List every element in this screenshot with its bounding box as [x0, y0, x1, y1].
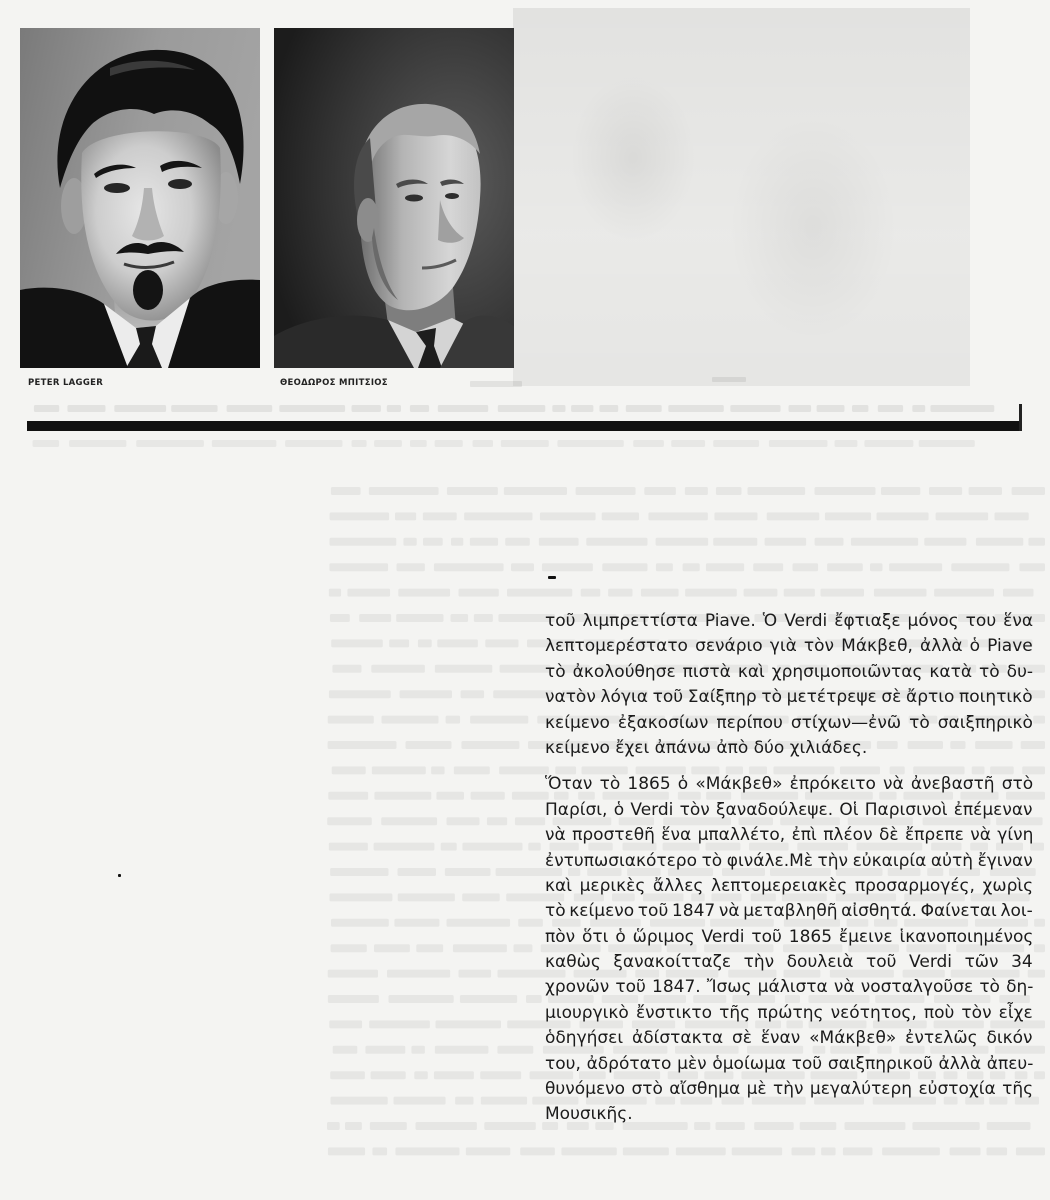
bleed-through-mark: [460, 995, 517, 1003]
bleed-through-mark: [507, 589, 572, 597]
bleed-through-mark: [852, 405, 868, 412]
bleed-through-mark: [330, 614, 350, 622]
bleed-through-mark: [864, 440, 913, 447]
text-line: κείμενο ἐξακοσίων περίπου στίχων—ἐνῶ τὸ σαιξπηρικὸ: [545, 712, 1033, 733]
bleed-through-mark: [520, 1147, 555, 1155]
bleed-through-mark: [436, 792, 464, 800]
bleed-through-mark: [372, 766, 426, 774]
bleed-through-mark: [656, 538, 709, 546]
photo-caption: PETER LAGGER: [28, 378, 104, 388]
bleed-through-mark: [889, 563, 942, 571]
bleed-through-mark: [455, 1097, 473, 1105]
bleed-through-mark: [644, 487, 676, 495]
bleed-through-mark: [730, 405, 780, 412]
text-line: κείμενο ἔχει ἀπάνω ἀπὸ δύο χιλιάδες.: [545, 737, 868, 758]
bleed-through-mark: [930, 405, 994, 412]
bleed-through-mark: [744, 589, 778, 597]
bleed-through-mark: [511, 563, 534, 571]
bleed-through-mark: [447, 817, 480, 825]
bleed-through-mark: [499, 766, 549, 774]
bleed-through-mark: [825, 512, 871, 520]
bleed-through-mark: [382, 716, 439, 724]
ink-speck: [548, 576, 556, 579]
bleed-through-mark: [370, 1122, 407, 1130]
bleed-through-mark: [504, 487, 567, 495]
bleed-through-mark: [540, 512, 596, 520]
bleed-through-mark: [345, 1122, 362, 1130]
bleed-through-mark: [481, 1097, 527, 1105]
bleed-through-mark: [212, 440, 277, 447]
bleed-through-mark: [817, 405, 845, 412]
bleed-through-mark: [714, 512, 757, 520]
bleed-through-mark: [328, 1147, 365, 1155]
bleed-through-mark: [403, 538, 416, 546]
bleed-through-mark: [374, 843, 435, 851]
bleed-through-mark: [557, 440, 623, 447]
bleed-through-mark: [815, 487, 876, 495]
bleed-through-mark: [451, 538, 463, 546]
bleed-through-mark: [821, 589, 865, 597]
bleed-through-mark: [461, 741, 519, 749]
text-line: νὰ προστεθῆ ἕνα μπαλλέτο, ἐπὶ πλέον δὲ ἔπρεπε νὰ γίνη: [545, 825, 1034, 846]
bleed-through-mark: [480, 1071, 521, 1079]
bleed-through-mark: [835, 440, 858, 447]
bleed-through-mark: [706, 563, 744, 571]
bleed-through-mark: [485, 639, 518, 647]
bleed-through-mark: [453, 944, 507, 952]
bleed-through-mark: [431, 766, 445, 774]
bleed-through-mark: [608, 589, 632, 597]
bleed-through-mark: [423, 512, 457, 520]
bleed-through-mark: [447, 919, 511, 927]
bleed-through-mark: [487, 817, 507, 825]
bleed-through-mark: [912, 405, 925, 412]
bleed-through-mark: [633, 440, 664, 447]
bleed-through-mark: [329, 1020, 362, 1028]
bleed-through-mark: [753, 563, 783, 571]
bleed-through-mark: [435, 1046, 489, 1054]
bleed-through-mark: [331, 1097, 388, 1105]
bleed-through-mark: [400, 690, 452, 698]
bleed-through-mark: [716, 487, 742, 495]
bleed-through-mark: [1019, 563, 1045, 571]
bleed-through-mark: [359, 614, 391, 622]
bleed-through-mark: [446, 716, 461, 724]
bleed-through-mark: [732, 1147, 783, 1155]
bleed-through-mark: [843, 1147, 873, 1155]
bleed-through-mark: [395, 512, 416, 520]
text-line: τοῦ λιμπρεττίστα Piave. Ὁ Verdi ἔφτιαξε μόνος του ἕνα: [545, 611, 1034, 631]
bleed-through-mark: [369, 1020, 430, 1028]
bleed-through-mark: [365, 1046, 405, 1054]
bleed-through-mark: [505, 538, 530, 546]
article-paragraph: [545, 609, 1033, 761]
bleed-through-mark: [748, 487, 806, 495]
bleed-through-mark: [374, 944, 410, 952]
bleed-through-mark: [1034, 1071, 1045, 1079]
bleed-through-mark: [329, 690, 391, 698]
bleed-through-mark: [586, 538, 647, 546]
bleed-through-mark: [623, 1147, 669, 1155]
bleed-through-mark: [539, 538, 579, 546]
bleed-through-mark: [924, 538, 966, 546]
text-line: καθὼς ξανακοίτταζε τὴν δουλειὰ τοῦ Verdi τῶν 34: [545, 952, 1033, 973]
bleed-through-mark: [454, 766, 490, 774]
bleed-through-mark: [1033, 716, 1045, 724]
bleed-through-mark: [352, 440, 367, 447]
article-text: [545, 609, 1033, 1128]
text-line: Ὅταν τὸ 1865 ὁ «Μάκβεθ» ἐπρόκειτο νὰ ἀνεβαστῆ στὸ: [545, 774, 1034, 795]
bleed-through-mark: [398, 589, 450, 597]
rule-end-tick: [1019, 404, 1022, 431]
bleed-through-mark: [950, 1147, 981, 1155]
bleed-through-mark: [387, 970, 450, 978]
bleed-through-mark: [451, 614, 469, 622]
bleed-through-mark: [683, 563, 700, 571]
bleed-through-mark: [381, 817, 437, 825]
text-line: ἐντυπωσιακότερο τὸ φινάλε.Μὲ τὴν εὐκαιρία αὐτὴ ἔγιναν: [545, 850, 1033, 871]
bleed-through-mark: [484, 1122, 536, 1130]
bleed-through-mark: [423, 538, 443, 546]
bleed-through-mark: [561, 1147, 616, 1155]
bleed-through-mark: [1034, 919, 1045, 927]
bleed-through-mark: [493, 690, 553, 698]
bleed-through-mark: [332, 766, 366, 774]
bleed-through-mark: [371, 665, 425, 673]
bleed-through-mark: [713, 538, 757, 546]
bleed-through-mark: [328, 792, 368, 800]
text-line: Παρίσι, ὁ Verdi τὸν ξαναδούλεψε. Οἱ Παρισινοὶ ἐπέμεναν: [545, 799, 1033, 820]
bleed-through-mark: [789, 405, 812, 412]
bleed-through-mark: [685, 589, 737, 597]
bleed-through-mark: [347, 589, 390, 597]
bleed-through-mark: [815, 538, 844, 546]
bleed-through-mark: [328, 970, 378, 978]
bleed-through-caption: [712, 377, 746, 382]
bleed-through-mark: [929, 487, 962, 495]
text-line: ὁδηγήσει ἀδίστακτα σὲ ἕναν «Μάκβεθ» ἐντελῶς δικόν: [545, 1028, 1033, 1049]
bleed-through-mark: [33, 440, 60, 447]
right-eye: [168, 179, 192, 189]
text-line: πὸν ὅτι ὁ ὥριμος Verdi τοῦ 1865 ἔμεινε ἱκανοποιημένος: [545, 926, 1034, 947]
text-line: χρονῶν τοῦ 1847. Ἴσως μάλιστα νὰ νοσταλγοῦσε τὸ δη-: [545, 977, 1034, 998]
bleed-through-mark: [648, 512, 708, 520]
bleed-through-mark: [414, 1071, 428, 1079]
bleed-through-mark: [69, 440, 126, 447]
bleed-through-mark: [878, 405, 903, 412]
bleed-through-mark: [410, 405, 429, 412]
bleed-through-mark: [438, 405, 488, 412]
bleed-through-mark: [331, 944, 367, 952]
bleed-through-mark: [626, 405, 662, 412]
bleed-through-mark: [500, 665, 551, 673]
bleed-through-mark: [330, 893, 393, 901]
bleed-through-mark: [171, 405, 217, 412]
bleed-through-mark: [936, 512, 989, 520]
bleed-through-mark: [501, 440, 549, 447]
bleed-through-mark: [330, 868, 388, 876]
bleed-through-mark: [641, 589, 679, 597]
bleed-through-mark: [552, 405, 565, 412]
bleed-through-mark: [394, 1097, 446, 1105]
bleed-through-mark: [514, 944, 533, 952]
bleed-through-mark: [435, 665, 493, 673]
bleed-through-mark: [406, 741, 452, 749]
bleed-through-mark: [969, 487, 1002, 495]
bleed-through-mark: [369, 487, 439, 495]
bleed-through-mark: [374, 440, 402, 447]
bleed-through-mark: [951, 563, 1009, 571]
bleed-through-mark: [571, 405, 593, 412]
bleed-through-mark: [445, 868, 491, 876]
portrait-image: [20, 28, 260, 368]
bleed-through-mark: [330, 538, 397, 546]
bleed-through-mark: [769, 440, 828, 447]
bleed-through-mark: [497, 1046, 533, 1054]
ink-speck: [118, 874, 121, 877]
right-eye: [445, 193, 459, 199]
text-line: τὸ κείμενο τοῦ 1847 νὰ μεταβληθῆ αἰσθητά. Φαίνεται λοι-: [545, 901, 1033, 922]
text-line: νατὸν λόγια τοῦ Σαίξπηρ τὸ μετέτρεψε σὲ ἄρτιο ποιητικὸ: [545, 687, 1033, 708]
bleed-through-mark: [114, 405, 166, 412]
bleed-through-mark: [512, 792, 549, 800]
portrait-photo-peter-lagger: [20, 28, 260, 368]
bleed-through-mark: [411, 1046, 425, 1054]
bleed-through-mark: [333, 1046, 358, 1054]
portrait-image: [274, 28, 514, 368]
bleed-through-mark: [416, 944, 443, 952]
bleed-through-mark: [331, 639, 383, 647]
bleed-through-mark: [434, 1071, 474, 1079]
bleed-through-mark: [874, 589, 927, 597]
bleed-through-mark: [473, 440, 494, 447]
bleed-through-mark: [542, 563, 593, 571]
bleed-through-mark: [602, 563, 647, 571]
bleed-through-mark: [1016, 1147, 1045, 1155]
bleed-through-mark: [685, 487, 708, 495]
bleed-through-mark: [67, 405, 105, 412]
bleed-through-mark: [599, 405, 618, 412]
bleed-through-mark: [435, 440, 463, 447]
left-eye: [405, 195, 423, 202]
bleed-through-mark: [34, 405, 59, 412]
bleed-through-mark: [767, 512, 820, 520]
bleed-through-mark: [330, 512, 390, 520]
bleed-through-mark: [327, 1122, 340, 1130]
bleed-through-mark: [1034, 944, 1045, 952]
bleed-through-mark: [329, 563, 388, 571]
text-line: μιουργικὸ ἔνστικτο τῆς πρώτης νεότητος, ποὺ τὸν εἶχε: [545, 1002, 1033, 1023]
bleed-through-mark: [328, 741, 397, 749]
bleed-through-mark: [995, 512, 1029, 520]
bleed-through-mark: [470, 538, 498, 546]
bleed-through-mark: [329, 843, 368, 851]
bleed-through-mark: [389, 639, 409, 647]
bleed-through-mark: [470, 716, 528, 724]
bleed-through-mark: [676, 1147, 726, 1155]
goatee: [133, 270, 163, 310]
bleed-through-mark: [328, 995, 379, 1003]
bleed-through-mark: [656, 563, 673, 571]
text-line: Μουσικῆς.: [545, 1104, 633, 1125]
bleed-through-mark: [1028, 538, 1045, 546]
bleed-through-mark: [576, 487, 636, 495]
bleed-through-mark: [387, 405, 401, 412]
bleed-through-photo: [513, 8, 970, 386]
bleed-through-mark: [462, 893, 500, 901]
bleed-through-mark: [416, 1122, 477, 1130]
bleed-through-mark: [602, 512, 639, 520]
bleed-through-mark: [1003, 589, 1034, 597]
bleed-through-mark: [395, 1147, 459, 1155]
bleed-through-mark: [515, 817, 545, 825]
bleed-through-mark: [328, 716, 374, 724]
bleed-through-mark: [459, 589, 499, 597]
bleed-through-mark: [331, 487, 361, 495]
bleed-through-mark: [418, 639, 432, 647]
bleed-through-mark: [372, 1147, 387, 1155]
bleed-through-mark: [934, 589, 994, 597]
article-paragraph: [545, 772, 1033, 1127]
bleed-through-mark: [437, 639, 478, 647]
bleed-through-mark: [329, 589, 341, 597]
bleed-through-mark: [919, 440, 975, 447]
bleed-through-mark: [371, 1071, 406, 1079]
bleed-through-mark: [374, 792, 431, 800]
bleed-through-mark: [285, 440, 342, 447]
bleed-through-mark: [518, 919, 543, 927]
text-line: τὸ ἀκολούθησε πιστὰ καὶ χρησιμοποιῶντας κατὰ τὸ δυ-: [545, 661, 1034, 682]
portrait-photo-theodoros-bitsios: [274, 28, 514, 368]
bleed-through-mark: [331, 919, 389, 927]
bleed-through-mark: [398, 868, 437, 876]
text-line: θυνόμενο στὸ αἴσθημα μὲ τὴν μεγαλύτερη εὐστοχία τῆς: [545, 1079, 1034, 1100]
bleed-through-mark: [332, 665, 361, 673]
bleed-through-mark: [327, 817, 372, 825]
bleed-through-mark: [471, 792, 505, 800]
bleed-through-mark: [526, 995, 542, 1003]
bleed-through-mark: [765, 538, 807, 546]
bleed-through-mark: [436, 1020, 502, 1028]
bleed-through-mark: [398, 893, 455, 901]
bleed-through-mark: [394, 919, 439, 927]
bleed-through-mark: [987, 1147, 1008, 1155]
bleed-through-mark: [396, 614, 443, 622]
bleed-through-mark: [389, 995, 454, 1003]
bleed-through-caption: [470, 381, 522, 387]
bleed-through-mark: [330, 1071, 365, 1079]
bleed-through-mark: [136, 440, 204, 447]
bleed-through-mark: [397, 563, 425, 571]
bleed-through-mark: [713, 440, 759, 447]
bleed-through-mark: [671, 440, 705, 447]
bleed-through-mark: [434, 563, 504, 571]
bleed-through-mark: [792, 1147, 816, 1155]
bleed-through-mark: [447, 487, 498, 495]
bleed-through-mark: [821, 1147, 836, 1155]
bleed-through-mark: [851, 538, 918, 546]
text-line: του, ἀδρότατο μὲν ὁμοίωμα τοῦ σαιξπηρικοῦ ἀλλὰ ἀπευ-: [545, 1053, 1034, 1074]
bleed-through-mark: [498, 405, 546, 412]
bleed-through-mark: [528, 843, 540, 851]
bleed-through-mark: [462, 843, 522, 851]
bleed-through-mark: [877, 512, 929, 520]
left-eye: [104, 183, 130, 193]
bleed-through-mark: [474, 614, 493, 622]
bleed-through-mark: [882, 1147, 940, 1155]
bleed-through-mark: [352, 405, 381, 412]
bleed-through-mark: [227, 405, 273, 412]
bleed-through-mark: [668, 405, 724, 412]
bleed-through-mark: [279, 405, 345, 412]
bleed-through-mark: [461, 690, 485, 698]
bleed-through-mark: [464, 512, 532, 520]
bleed-through-mark: [581, 589, 601, 597]
bleed-through-mark: [466, 1147, 511, 1155]
bleed-through-mark: [441, 843, 457, 851]
bleed-through-mark: [827, 563, 863, 571]
photo-caption: ΘΕΟΔΩΡΟΣ ΜΠΙΤΣΙΟΣ: [280, 378, 388, 388]
text-line: λεπτομερέστατο σενάριο γιὰ τὸν Μάκβεθ, ἀλλὰ ὁ Piave: [545, 636, 1033, 657]
bleed-through-mark: [784, 589, 815, 597]
bleed-through-mark: [870, 563, 883, 571]
bleed-through-mark: [881, 487, 920, 495]
ear: [357, 198, 379, 242]
bleed-through-mark: [459, 970, 492, 978]
horizontal-rule: [27, 421, 1022, 431]
bleed-through-mark: [793, 563, 819, 571]
bleed-through-mark: [410, 440, 427, 447]
bleed-through-mark: [976, 538, 1023, 546]
bleed-through-mark: [1012, 487, 1045, 495]
text-line: καὶ μερικὲς ἄλλες λεπτομερειακὲς προσαρμογές, χωρὶς: [545, 875, 1034, 896]
